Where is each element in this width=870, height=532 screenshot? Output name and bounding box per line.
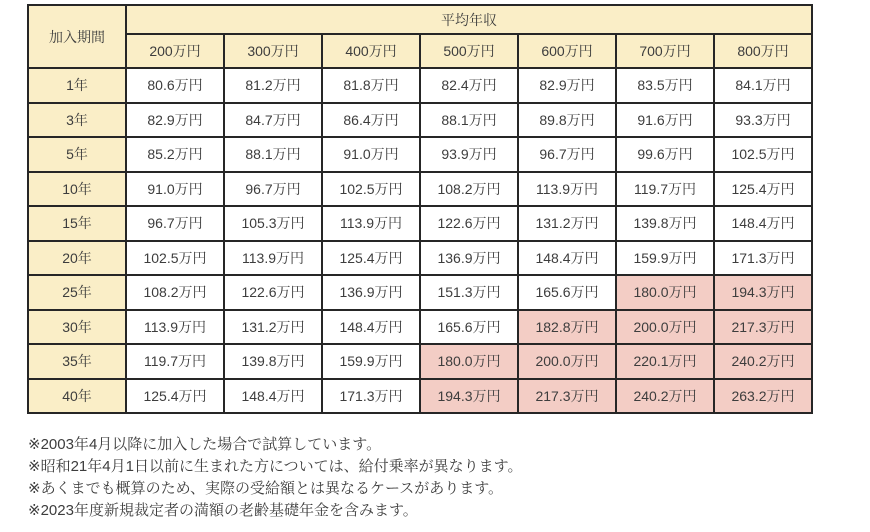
value-cell: 148.4万円 <box>224 379 322 414</box>
value-cell: 108.2万円 <box>126 275 224 310</box>
period-cell: 20年 <box>28 241 126 276</box>
value-cell: 82.4万円 <box>420 68 518 103</box>
income-column-header: 200万円 <box>126 34 224 68</box>
value-cell: 83.5万円 <box>616 68 714 103</box>
footnotes <box>28 434 813 522</box>
period-cell: 30年 <box>28 310 126 345</box>
value-cell-highlighted: 200.0万円 <box>518 344 616 379</box>
value-cell: 82.9万円 <box>518 68 616 103</box>
table-row <box>28 172 812 207</box>
value-cell-highlighted: 180.0万円 <box>616 275 714 310</box>
value-cell: 119.7万円 <box>616 172 714 207</box>
value-cell: 159.9万円 <box>616 241 714 276</box>
table-row <box>28 103 812 138</box>
table-row <box>28 310 812 345</box>
value-cell: 151.3万円 <box>420 275 518 310</box>
value-cell: 171.3万円 <box>322 379 420 414</box>
value-cell: 88.1万円 <box>224 137 322 172</box>
value-cell: 91.0万円 <box>322 137 420 172</box>
value-cell-highlighted: 194.3万円 <box>714 275 812 310</box>
value-cell: 125.4万円 <box>714 172 812 207</box>
value-cell: 81.2万円 <box>224 68 322 103</box>
value-cell: 80.6万円 <box>126 68 224 103</box>
value-cell: 108.2万円 <box>420 172 518 207</box>
value-cell: 96.7万円 <box>518 137 616 172</box>
value-cell: 148.4万円 <box>518 241 616 276</box>
value-cell: 125.4万円 <box>126 379 224 414</box>
value-cell: 84.1万円 <box>714 68 812 103</box>
table-row <box>28 68 812 103</box>
table-row <box>28 137 812 172</box>
value-cell: 122.6万円 <box>224 275 322 310</box>
value-cell: 159.9万円 <box>322 344 420 379</box>
value-cell: 105.3万円 <box>224 206 322 241</box>
value-cell: 96.7万円 <box>224 172 322 207</box>
value-cell: 93.9万円 <box>420 137 518 172</box>
income-column-header: 600万円 <box>518 34 616 68</box>
value-cell: 131.2万円 <box>518 206 616 241</box>
pension-table <box>27 4 813 414</box>
table-row <box>28 241 812 276</box>
content-area <box>27 4 813 522</box>
value-cell: 99.6万円 <box>616 137 714 172</box>
income-group-header: 平均年収 <box>126 5 812 34</box>
value-cell: 84.7万円 <box>224 103 322 138</box>
period-cell: 40年 <box>28 379 126 414</box>
value-cell: 139.8万円 <box>616 206 714 241</box>
value-cell: 81.8万円 <box>322 68 420 103</box>
value-cell-highlighted: 194.3万円 <box>420 379 518 414</box>
value-cell: 85.2万円 <box>126 137 224 172</box>
value-cell: 89.8万円 <box>518 103 616 138</box>
value-cell: 139.8万円 <box>224 344 322 379</box>
period-cell: 1年 <box>28 68 126 103</box>
value-cell: 82.9万円 <box>126 103 224 138</box>
value-cell: 165.6万円 <box>420 310 518 345</box>
value-cell: 119.7万円 <box>126 344 224 379</box>
value-cell-highlighted: 200.0万円 <box>616 310 714 345</box>
value-cell: 86.4万円 <box>322 103 420 138</box>
footnote: ※2023年度新規裁定者の満額の老齢基礎年金を含みます。 <box>28 502 418 519</box>
income-columns-row <box>28 34 812 68</box>
value-cell: 171.3万円 <box>714 241 812 276</box>
value-cell: 91.0万円 <box>126 172 224 207</box>
value-cell: 102.5万円 <box>322 172 420 207</box>
income-column-header: 300万円 <box>224 34 322 68</box>
value-cell: 102.5万円 <box>714 137 812 172</box>
period-cell: 5年 <box>28 137 126 172</box>
footnote: ※あくまでも概算のため、実際の受給額とは異なるケースがあります。 <box>28 480 504 497</box>
value-cell: 88.1万円 <box>420 103 518 138</box>
table-body <box>28 68 812 413</box>
value-cell: 136.9万円 <box>420 241 518 276</box>
income-column-header: 500万円 <box>420 34 518 68</box>
value-cell-highlighted: 263.2万円 <box>714 379 812 414</box>
income-column-header: 400万円 <box>322 34 420 68</box>
value-cell: 113.9万円 <box>126 310 224 345</box>
value-cell: 93.3万円 <box>714 103 812 138</box>
table-row <box>28 275 812 310</box>
table-row <box>28 379 812 414</box>
footnote: ※昭和21年4月1日以前に生まれた方については、給付乗率が異なります。 <box>28 458 523 475</box>
period-cell: 10年 <box>28 172 126 207</box>
value-cell: 122.6万円 <box>420 206 518 241</box>
value-cell: 113.9万円 <box>518 172 616 207</box>
income-column-header: 700万円 <box>616 34 714 68</box>
value-cell: 113.9万円 <box>224 241 322 276</box>
period-cell: 25年 <box>28 275 126 310</box>
value-cell-highlighted: 240.2万円 <box>714 344 812 379</box>
value-cell-highlighted: 220.1万円 <box>616 344 714 379</box>
value-cell-highlighted: 240.2万円 <box>616 379 714 414</box>
value-cell: 148.4万円 <box>322 310 420 345</box>
value-cell-highlighted: 217.3万円 <box>518 379 616 414</box>
period-cell: 35年 <box>28 344 126 379</box>
value-cell: 96.7万円 <box>126 206 224 241</box>
period-cell: 3年 <box>28 103 126 138</box>
table-row <box>28 344 812 379</box>
value-cell: 165.6万円 <box>518 275 616 310</box>
value-cell-highlighted: 180.0万円 <box>420 344 518 379</box>
value-cell: 136.9万円 <box>322 275 420 310</box>
value-cell: 113.9万円 <box>322 206 420 241</box>
value-cell: 125.4万円 <box>322 241 420 276</box>
value-cell: 91.6万円 <box>616 103 714 138</box>
value-cell-highlighted: 182.8万円 <box>518 310 616 345</box>
period-cell: 15年 <box>28 206 126 241</box>
period-column-header: 加入期間 <box>28 5 126 68</box>
table-row <box>28 206 812 241</box>
value-cell-highlighted: 217.3万円 <box>714 310 812 345</box>
footnote: ※2003年4月以降に加入した場合で試算しています。 <box>28 436 382 453</box>
income-header-row <box>28 5 812 34</box>
value-cell: 102.5万円 <box>126 241 224 276</box>
income-column-header: 800万円 <box>714 34 812 68</box>
value-cell: 148.4万円 <box>714 206 812 241</box>
value-cell: 131.2万円 <box>224 310 322 345</box>
